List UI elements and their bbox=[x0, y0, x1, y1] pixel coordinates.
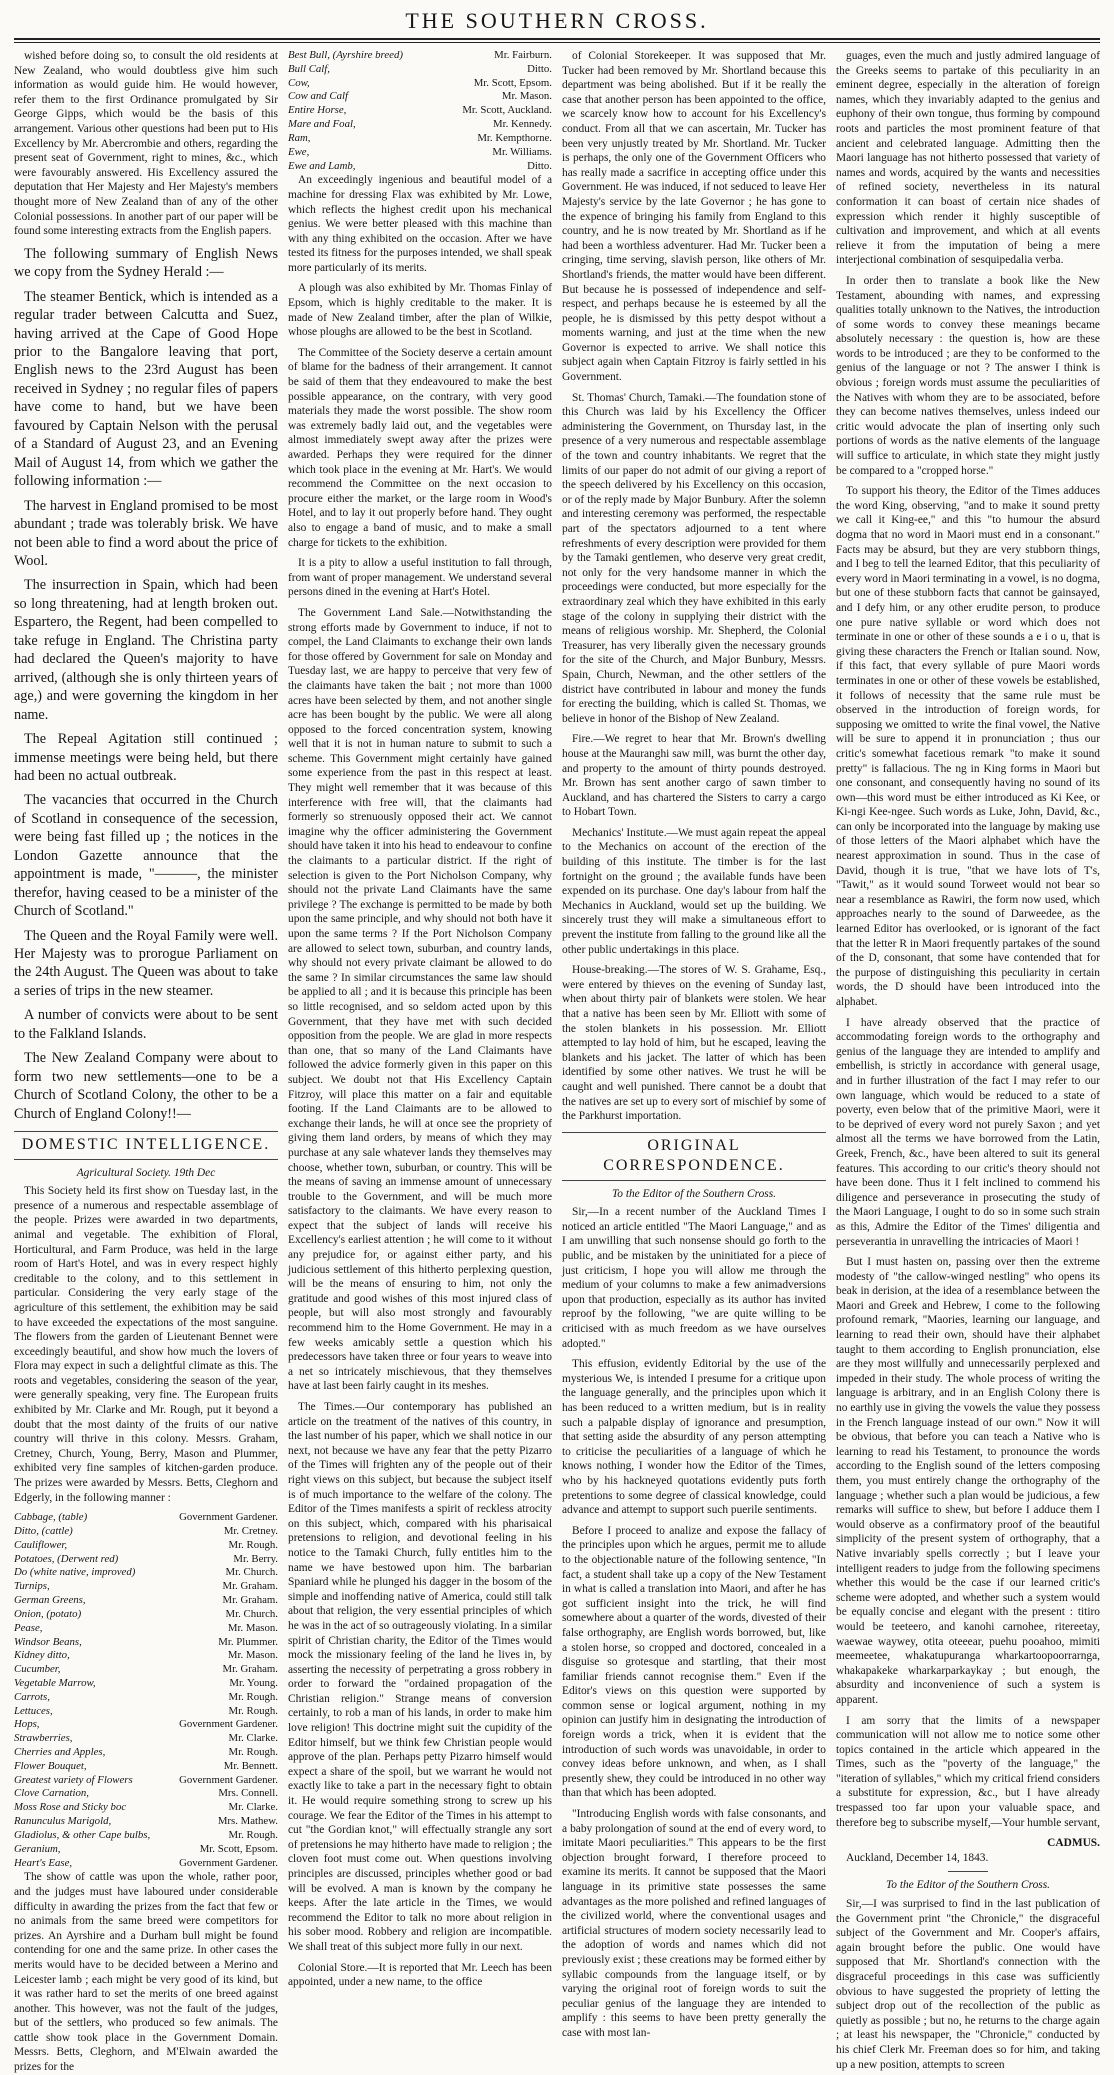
prize-winner: Mr. Graham. bbox=[222, 1663, 278, 1676]
prize-winner: Government Gardener. bbox=[179, 1773, 278, 1786]
letter-paragraph: In order then to translate a book like the New Testament, abounding with names, and expressing qualities totally unknown to the Natives, the introduction of some words to convey these meanings became absolutely necessary : the question is, how are these words to be introduced ; are they to be conformed to the genius of the language or not ? The answer I think is obvious ; foreign words must assume the peculiarities of the Natives with whom they are to be associated, before they can become natives themselves, unless indeed our critic would advocate the plan of inserting only such portions of words as the native elements of the language will suffice to articulate, in which state they might justly be compared to a "cropped horse." bbox=[836, 274, 1100, 477]
prize-item: Windsor Beans, bbox=[14, 1635, 82, 1648]
prize-winner: Mr. Rough. bbox=[228, 1828, 278, 1841]
column-4 bbox=[836, 49, 1100, 2071]
prize-row bbox=[14, 1539, 278, 1553]
prize-item: Ditto, (cattle) bbox=[14, 1525, 73, 1538]
article-paragraph: The Committee of the Society deserve a certain amount of blame for the badness of their arrangement. It cannot be said of them that they endeavoured to make the best possible appearance, on the contrary, with very good materials they made the worst possible. The show room was extremely badly laid out, and the vegetables were almost immediately swept away after the prizes were awarded. Perhaps they were required for the dinner which took place in the evening at Mr. Hart's. We would recommend the Committee on the next occasion to procure either the market, or the large room in Wood's Hotel, and to lay it out properly before hand. They ought also to engage a band of music, and to make a small charge for tickets to the exhibition. bbox=[288, 346, 552, 549]
prize-item: Pease, bbox=[14, 1621, 43, 1634]
prize-item: Ranunculus Marigold, bbox=[14, 1815, 112, 1828]
prize-row bbox=[14, 1566, 278, 1580]
prize-winner: Government Gardener. bbox=[179, 1511, 278, 1524]
prize-item: Cucumber, bbox=[14, 1663, 61, 1676]
prize-row bbox=[14, 1663, 278, 1677]
prize-row bbox=[14, 1649, 278, 1663]
article-paragraph: St. Thomas' Church, Tamaki.—The foundation stone of this Church was laid by his Excellency the Officer administering the Government, on Thursday last, in the presence of a very numerous and respectable assemblage of the town and country inhabitants. We regret that the limits of our paper do not admit of our giving a report of the speech delivered by his Excellency on this occasion, or of the reply made by Major Bunbury. After the solemn and interesting ceremony was performed, the respectable part of the spectators adjourned to a tent where refreshments of every description were provided for them by the Tamaki gentlemen, who deserve very great credit, not only for the very handsome manner in which the proceedings were conducted, but more especially for the extraordinary zeal which they have exhibited in this early stage of the colony in supplying their district with the means of religious worship. Mr. Shepherd, the Colonial Treasurer, has very liberally given the necessary grounds for the site of the Church, and Major Bunbury, Messrs. Spain, Church, Newman, and the other settlers of the district have contributed in labour and money the funds for erecting the building, which is called St. Thomas, we believe in honor of the Bishop of New Zealand. bbox=[562, 391, 826, 725]
news-paragraph: The steamer Bentick, which is intended as a regular trader between Calcutta and Suez, having arrived at the Cape of Good Hope prior to the Bangalore leaving that port, English news to the 23rd August has been received in Sydney ; no regular files of papers have come to hand, but we have been favoured by Captain Nelson with the perusal of a Standard of August 23, and an Evening Mail of August 14, from which we gather the following information :— bbox=[14, 288, 278, 490]
prize-row bbox=[14, 1843, 278, 1857]
prize-row bbox=[14, 1829, 278, 1843]
to-editor: To the Editor of the Southern Cross. bbox=[885, 1879, 1051, 1892]
prize-row bbox=[14, 1760, 278, 1774]
prize-item: Cherries and Apples, bbox=[14, 1746, 106, 1759]
article-paragraph: An exceedingly ingenious and beautiful model of a machine for dressing Flax was exhibited by Mr. Lowe, which reflects the highest credit upon his mechanical genius. We were better pleased with this machine than with any thing exhibited on the occasion. After we have tested its fitness for the purposes intended, we shall speak more particularly of its merits. bbox=[288, 174, 552, 274]
prize-item: Bull Calf, bbox=[288, 62, 330, 75]
prize-row bbox=[14, 1691, 278, 1705]
prize-winner: Mr. Church. bbox=[225, 1566, 278, 1579]
prize-list bbox=[14, 1511, 278, 1870]
news-paragraph: The New Zealand Company were about to form two new settlements—one to be a Church of Scotland Colony, the other to be a Church of England Colony!!— bbox=[14, 1050, 278, 1122]
prize-item: Ram, bbox=[288, 131, 311, 144]
prize-row bbox=[14, 1553, 278, 1567]
prize-item: Potatoes, (Derwent red) bbox=[14, 1552, 119, 1565]
prize-winner: Mr. Clarke. bbox=[228, 1732, 278, 1745]
prize-winner: Mr. Scott, Epsom. bbox=[473, 76, 552, 89]
prize-row bbox=[14, 1746, 278, 1760]
article-paragraph: Colonial Store.—It is reported that Mr. Leech has been appointed, under a new name, to the office bbox=[288, 1961, 552, 1989]
letter-paragraph: I am sorry that the limits of a newspaper communication will not allow me to notice some other topics contained in the article which appeared in the Times, such as the "poverty of the language," the "iteration of syllables," which my critical friend considers a substitute for expression, &c., but I have already trespassed too far upon your valuable space, and therefore beg to subscribe myself,—Your humble servant, bbox=[836, 1714, 1100, 1829]
prize-row bbox=[14, 1622, 278, 1636]
letter-paragraph: guages, even the much and justly admired language of the Greeks seems to partake of this peculiarity in an eminent degree, especially in the alteration of foreign names, which they invariably adapted to the genius and euphony of their own tongue, thus forming by compound roots and particles the most prominent feature of that ancient and celebrated language. Admitting then the Maori language has not hitherto possessed that variety of names and words, acquired by the wants and necessities of refined society, nevertheless in its natural conformation it can boast of certain nice shades of expression which render it highly susceptible of cultivation and improvement, and which at all events relieve it from the imputation of being a mere interjectional combination of sesquipedalia verba. bbox=[836, 50, 1100, 267]
prize-item: Cow, bbox=[288, 76, 310, 89]
letter-paragraph: This effusion, evidently Editorial by the use of the mysterious We, is intended I presume for a critique upon the language generally, and the principles upon which it has been reduced to a written medium, but is in reality such a palpable display of ignorance and presumption, that setting aside the absurdity of any person attempting to criticise the peculiarities of a language of which he knows nothing, I wonder how the Editor of the Times, who by his hackneyed quotations evidently puts forth pretentions to some degree of classical knowledge, could advance and attempt to support such puerile sentiments. bbox=[562, 1358, 826, 1517]
divider bbox=[948, 1871, 988, 1872]
article-paragraph: It is a pity to allow a useful institution to fall through, from want of proper management. We understand several persons dined in the evening at Hart's Hotel. bbox=[288, 557, 552, 599]
letter-paragraph: But I must hasten on, passing over then the extreme modesty of "the callow-winged nestling" who opens its beak in derision, at the idea of a resemblance between the Maori and Greek and Hebrew, I come to the following profound remark, "Maories, learning our language, and learning to read their own, should have their alphabet taught to them according to English pronunciation, else are they most willfully and unnecessarily perplexed and impeded in their study. The whole process of writing the language is arbitrary, and in an English Colony there is no earthly use in giving the vowels the value they possess in the French language instead of our own." Now it will be obvious, that before you can teach a Native who is learning to read his Testament, to pronounce the words according to the English sound of the letters composing them, you must entirely change the orthography of the language ; whether such a plan would be judicious, a few remarks will suffice to shew, but before I adduce them I would observe as a confirmatory proof of the beautiful simplicity of the present system of orthography, that a Native invariably spells correctly ; but I leave your intelligent readers to judge from the following specimens whether this would be the case if our learned critic's scheme were adopted, and whether such a system would be equally concise and elegant with the present : titiro would be teeteero, and kanohi carnohee, ritereetay, waewae waywey, otita oteeear, puehu pooahoo, mimiti meemeetee, whakatupuranga wharkartoopoorrarnga, whakapakeke wharkarparkaykay ; but enough, the absurdity and inconvenience of such a system is apparent. bbox=[836, 1256, 1100, 1706]
prize-item: Mare and Foal, bbox=[288, 118, 356, 131]
prize-item: German Greens, bbox=[14, 1594, 86, 1607]
news-paragraph: The vacancies that occurred in the Church of Scotland in consequence of the secession, were being fast filled up ; the notices in the London Gazette announce that the appointment is made, "———, the minister therefor, having ceased to be a minister of the Church of Scotland." bbox=[14, 792, 278, 920]
prize-winner: Mr. Williams. bbox=[492, 145, 552, 158]
prize-row bbox=[14, 1801, 278, 1815]
prize-item: Lettuces, bbox=[14, 1704, 53, 1717]
prize-item: Strawberries, bbox=[14, 1732, 73, 1745]
prize-row bbox=[14, 1732, 278, 1746]
prize-winner: Mr. Rough. bbox=[228, 1690, 278, 1703]
article-paragraph: The Times.—Our contemporary has published an article on the treatment of the natives of this country, in the last number of his paper, which we shall notice in our next, not because we have any fear that the petty Pizarro of the Times will frighten any of the people out of their right views on this subject, but because the subject itself is of much importance to the welfare of the colony. The Editor of the Times manifests a spirit of reckless atrocity on this subject, which, compared with his pharisaical pretensions to religion, and devotional feeling in his notice to the Tamaki Church, fully entitles him to the name we have bestowed upon him. The barbarian Spaniard while he plunged his dagger in the bosom of the simple and inoffending native of America, could still talk about that religion, the very essential principles of which he was in the act of so outrageously violating. In a similar spirit of Christian charity, the Editor of the Times would mock the missionary feeling of the land he lives in, by asserting the necessity of perpetrating a gross robbery in order to forward the "ordained propagation of the Christian religion." Strange means of conversion certainly, to rob a man of his lands, in order to make him love religion! This doctrine might suit the cupidity of the Editor himself, but we think few Christian people would approve of the plan. Perhaps petty Pizarro himself would expect a share of the spoil, but we warrant he would not exactly like to take a part in the necessary fight to obtain it. He would require something strong to screw up his courage. We fear the Editor of the Times in his attempt to cut "the Gordian knot," will effectually strangle any sort of pretensions he may hitherto have made to religion ; the cloven foot must come out. When questions involving principles are discussed, principles whether good or bad will be evolved. A man is known by the company he keeps. After the late article in the Times, we would recommend the Editor to talk no more about religion in his sober mood. Robbery and religion are incompatible. We shall treat of this subject more fully in our next. bbox=[288, 1401, 552, 1953]
prize-row bbox=[14, 1815, 278, 1829]
prize-row bbox=[14, 1787, 278, 1801]
prize-item: Entire Horse, bbox=[288, 104, 347, 117]
prize-item: Cauliflower, bbox=[14, 1538, 68, 1551]
prize-item: Turnips, bbox=[14, 1580, 50, 1593]
prize-item: Best Bull, (Ayrshire breed) bbox=[288, 49, 403, 61]
letter-paragraph: I have already observed that the practice of accommodating foreign words to the orthography and genius of the language they are intended to amplify and embellish, is strictly in accordance with general usage, and in further illustration of the fact I may refer to our own language, which would be reduced to a state of poverty, even below that of the primitive Maori, were it to be deprived of every word not purely Saxon ; and yet almost all the terms we have borrowed from the Latin, Greek, French, &c., have been altered to suit its general features. This according to our critic's theory should not have been done. Thus it I felt inclined to commend his diligence and perseverance in prosecuting the study of the Maori Language, I ought to do so in some such strain as this, Admire the Editor of the Times' diligentia and perseverantia in unravelling the intricacies of Maori ! bbox=[836, 1016, 1100, 1248]
article-paragraph: A plough was also exhibited by Mr. Thomas Finlay of Epsom, which is highly creditable to the maker. It is made of New Zealand timber, after the plan of Wilkie, whose ploughs are allowed to be the best in Scotland. bbox=[288, 282, 552, 339]
prize-item: Geranium, bbox=[14, 1842, 61, 1855]
prize-row bbox=[14, 1705, 278, 1719]
prize-row bbox=[288, 118, 552, 132]
prize-winner: Mr. Clarke. bbox=[228, 1801, 278, 1814]
prize-winner: Mr. Plummer. bbox=[218, 1635, 278, 1648]
prize-winner: Mr. Bennett. bbox=[223, 1759, 278, 1772]
prize-item: Heart's Ease, bbox=[14, 1856, 73, 1869]
prize-winner: Mr. Mason. bbox=[227, 1649, 278, 1662]
prize-item: Carrots, bbox=[14, 1690, 50, 1703]
prize-row bbox=[14, 1511, 278, 1525]
section-heading-domestic: DOMESTIC INTELLIGENCE. bbox=[14, 1131, 278, 1159]
prize-item: Cow and Calf bbox=[288, 90, 348, 103]
prize-row bbox=[288, 77, 552, 91]
prize-winner: Ditto. bbox=[527, 62, 552, 75]
prize-row bbox=[288, 104, 552, 118]
prize-item: Greatest variety of Flowers bbox=[14, 1773, 133, 1786]
prize-item: Onion, (potato) bbox=[14, 1607, 82, 1620]
prize-winner: Mr. Kennedy. bbox=[493, 118, 552, 131]
news-paragraph: A number of convicts were about to be sent to the Falkland Islands. bbox=[14, 1007, 278, 1042]
prize-item: Do (white native, improved) bbox=[14, 1566, 136, 1579]
prize-winner: Mr. Kempthorne. bbox=[477, 131, 552, 144]
news-paragraph: The insurrection in Spain, which had been so long threatening, had at length broken out. Espartero, the Regent, had been compelled to take refuge in England. The Christina party had declared the Queen's majority to have arrived, (although she is only thirteen years of age,) and were governing the kingdom in her name. bbox=[14, 577, 278, 723]
prize-row bbox=[288, 90, 552, 104]
column-3 bbox=[562, 49, 826, 2039]
cattle-paragraph: The show of cattle was upon the whole, rather poor, and the judges must have laboured under considerable difficulty in awarding the prizes from the fact that few or no animals from the same breed were competitors for prizes. An Ayrshire and a Durham bull might be found contending for one and the same prize. In other cases the merits would have to be decided between a Merino and Leicester lamb ; each might be very good of its kind, but it was rather hard to set the merits of one breed against another. This however, was not the fault of the judges, but of the settlers, who produced so few animals. The cattle show took place in the Government Domain. Messrs. Betts, Cleghorn, and M'Elwain awarded the prizes for the bbox=[14, 1871, 278, 2074]
news-paragraph: The Repeal Agitation still continued ; immense meetings were being held, but there had been no actual outbreak. bbox=[14, 731, 278, 784]
letter-paragraph: Before I proceed to analize and expose the fallacy of the principles upon which he argues, permit me to allude to the objectionable nature of the following sentence, "In fact, a student shall take up a copy of the New Testament in what is called a translation into Maori, and after he has got sufficient insight into the trick, he will find somewhere about a quarter of the words, divested of their false orthography, are English words borrowed, but, like a stolen horse, so cropped and doctored, concealed in a disguise so grotesque and startling, that their most familiar friends cannot recognise them." Even if the Editor's views on this question were supported by common sense or logical argument, nothing in my opinion can justify him in designating the introduction of foreign words a trick, when it is evident that the introduction of such words was unavoidable, in order to convey ideas before unknown, and when, as I shall presently shew, they could be introduced in no other way than that which has been adopted. bbox=[562, 1524, 826, 1800]
prize-row bbox=[288, 49, 552, 63]
prize-item: Ewe and Lamb, bbox=[288, 159, 356, 172]
prize-row bbox=[14, 1774, 278, 1788]
masthead-rule bbox=[14, 38, 1100, 43]
prize-item: Cabbage, (table) bbox=[14, 1511, 88, 1524]
prize-row bbox=[14, 1525, 278, 1539]
letter-paragraph: To support his theory, the Editor of the Times adduces the word King, observing, "and to make it sound pretty we call it King-ee," and this "to humour the absurd dogma that no word in Maori must end in a consonant." Facts may be absurd, but they are very stubborn things, and I beg to tell the learned Editor, that this peculiarity of every word in Maori terminating in a vowel, is no dogma, but one of these stubborn facts that cannot be gainsayed, and I defy him, or any other erudite person, to produce one pure native syllable or word which does not terminate in one or other of these sounds a e i o u, that is giving these characters the French or Italian sound. Now, if this fact, that every syllable of pure Maori words terminates in one or other of these vowels be established, it follows of necessity that the same rule must be observed in the introduction of foreign words, for supposing we omitted to write the final vowel, the Native will be sure to append it in pronunciation ; thus our critic's somewhat facetious remark "to make it sound pretty" is fallacious. The ng in King forms in Maori but one consonant, and consequently having no sound of its own—this word must be either introduced as Ki Kee, or Ki-ngi Kee-ngee. Such words as Luke, John, David, &c., can only be incorporated into the language by making use of those letters of the Maori alphabet which have the nearest approximation in sound. Thus in the case of David, though it is true, "that we have lots of T's, "Tawit," as it would sound Torweet would not bear so near a resemblance as Rawiri, the form now used, which approaches nearly to the sound of Darweedee, as the learned Editor has overlooked, or is ignorant of the fact that the letter R in Maori frequently partakes of the sound of the D, consonant, that some have contended that for the purpose of distinguishing this peculiarity in certain words, the D should have been introduced into the alphabet. bbox=[836, 485, 1100, 1008]
letter-paragraph: Sir,—In a recent number of the Auckland Times I noticed an article entitled "The Maori Language," and as I am unwilling that such nonsense should go forth to the public, and be mistaken by the uninitiated for a piece of just criticism, I hope you will allow me through the medium of your columns to make a few animadversions upon that production, especially as its author has invited reproof by the following, "we are quite willing to be criticised with as much freedom as we have ourselves adopted." bbox=[562, 1206, 826, 1350]
to-editor: To the Editor of the Southern Cross. bbox=[611, 1187, 777, 1200]
article-paragraph: House-breaking.—The stores of W. S. Grahame, Esq., were entered by thieves on the evening of Sunday last, when about thirty pair of blankets were stolen. We hear that a native has been seen by Mr. Elliott with some of the stolen blankets in his possession. Mr. Elliott attempted to lay hold of him, but he escaped, leaving the blankets and his jacket. The latter of which has been identified by some other natives. We trust he will be caught and well punished. There cannot be a doubt that the natives are set up to every sort of mischief by some of the Parkhurst importation. bbox=[562, 964, 826, 1123]
intro-paragraph: wished before doing so, to consult the old residents at New Zealand, who would doubtless give him such information as would guide him. He would however, refer them to the first Ordinance promulgated by Sir George Gipps, which would be the basis of this arrangement. Various other questions had been put to His Excellency by Mr. Abercrombie and others, regarding the present seat of Government, right to mines, &c., which were favourably answered. His Excellency assured the deputation that Her Majesty and Her Majesty's members thought more of New Zealand than of any of the other Colonial possessions. In another part of our paper will be found some interesting extracts from the English papers. bbox=[14, 50, 278, 238]
prize-winner: Mr. Berry. bbox=[233, 1552, 278, 1565]
prize-row bbox=[14, 1677, 278, 1691]
prize-row bbox=[14, 1580, 278, 1594]
prize-item: Clove Carnation, bbox=[14, 1787, 89, 1800]
section-heading-correspondence: ORIGINAL CORRESPONDENCE. bbox=[562, 1132, 826, 1181]
letter-paragraph: "Introducing English words with false consonants, and a baby prolongation of sound at the end of every word, to imitate Maori peculiarities." This appears to be the first objection brought forward, I therefore proceed to examine its merits. It cannot be supposed that the Maori language in its primitive state possesses the same advantages as the more polished and refined languages of the civilized world, where the conventional usages and artificial structures of modern society necessarily lead to the adoption of words and names which did not previously exist ; these creations may be formed either by syllabic compounds from the language itself, or by varying the original root of foreign words to suit the peculiar genius of the language they are intended to amplify : this seems to have been pretty generally the case with most lan- bbox=[562, 1808, 826, 2039]
prize-winner: Mr. Church. bbox=[225, 1607, 278, 1620]
news-paragraph: The following summary of English News we copy from the Sydney Herald :— bbox=[14, 245, 278, 281]
prize-row bbox=[288, 146, 552, 160]
column-1 bbox=[14, 49, 278, 2074]
prize-winner: Mr. Fairburn. bbox=[494, 49, 552, 61]
prize-item: Moss Rose and Sticky boc bbox=[14, 1801, 127, 1814]
prize-winner: Mr. Mason. bbox=[227, 1621, 278, 1634]
prize-row bbox=[14, 1594, 278, 1608]
news-paragraph: The harvest in England promised to be most abundant ; trade was tolerably brisk. We have not been able to find a word about the price of Wool. bbox=[14, 497, 278, 569]
prize-winner: Ditto. bbox=[527, 159, 552, 172]
prize-winner: Mrs. Connell. bbox=[218, 1787, 278, 1800]
prize-item: Kidney ditto, bbox=[14, 1649, 70, 1662]
masthead-title: THE SOUTHERN CROSS. bbox=[405, 8, 709, 33]
news-paragraph: The Queen and the Royal Family were well. Her Majesty was to prorogue Parliament on the 24th August. The Queen was about to take a series of trips in the new steamer. bbox=[14, 927, 278, 999]
agri-title: Agricultural Society. 19th Dec bbox=[76, 1166, 216, 1179]
prize-winner: Government Gardener. bbox=[179, 1718, 278, 1731]
letter-paragraph: Sir,—I was surprised to find in the last publication of the Government print "the Chronicle," the disgraceful subject of the Government and Mr. Cooper's affairs, again brought before the public. One would have supposed that Mr. Shortland's connection with the disgraceful proceedings in this case was sufficiently obvious to have suggested the propriety of letting the subject drop out of the recollection of the public as quietly as possible ; but no, he returns to the charge again ; at least his newspaper, the "Chronicle," conducted by his chief Clerk Mr. Freeman does so for him, and taking up a new position, attempts to screen bbox=[836, 1898, 1100, 2071]
prize-winner: Mr. Cretney. bbox=[223, 1525, 278, 1538]
prize-row bbox=[14, 1718, 278, 1732]
article-paragraph: Mechanics' Institute.—We must again repeat the appeal to the Mechanics on account of the erection of the building of this institute. The timber is for the last fortnight on the ground ; the available funds have been expended on its purchase. One day's labour from half the Mechanics in Auckland, would set up the building. We sincerely trust they will make a simultaneous effort to prevent the institute from falling to the ground like all the other public undertakings in this place. bbox=[562, 826, 826, 956]
prize-item: Vegetable Marrow, bbox=[14, 1676, 96, 1689]
prize-item: Gladiolus, & other Cape bulbs, bbox=[14, 1828, 151, 1841]
columns bbox=[14, 49, 1100, 2074]
prize-winner: Mr. Rough. bbox=[228, 1746, 278, 1759]
article-paragraph: Fire.—We regret to hear that Mr. Brown's dwelling house at the Mauranghi saw mill, was burnt the other day, and property to the amount of thirty pounds destroyed. Mr. Brown has sent another cargo of sawn timber to Auckland, and has chartered the Sisters to carry a cargo to Hobart Town. bbox=[562, 733, 826, 819]
prize-item: Hops, bbox=[14, 1718, 40, 1731]
dateline: Auckland, December 14, 1843. bbox=[846, 1851, 989, 1864]
prize-row bbox=[288, 132, 552, 146]
prize-row bbox=[288, 160, 552, 174]
prize-item: Ewe, bbox=[288, 145, 310, 158]
article-paragraph: The Government Land Sale.—Notwithstanding the strong efforts made by Government to induce, if not to compel, the Land Claimants to exchange their own lands for those offered by Government for sale on Monday and Tuesday last, we are happy to perceive that very few of the claimants have taken the bait ; not more than 1000 acres have been selected by them, and not another single acre has been bought by the public. We were all along opposed to the forced concentration system, knowing well that it is not in human nature to submit to such a scheme. This Government might certainly have gained some experience from the past in this respect at least. They might well remember that it was because of this interference with free will, that the claimants had formerly so strenuously opposed their act. We cannot imagine why the officer administering the Government should have taken it into his head to endeavour to confine the claimants to a particular district. If the right of selection is given to the Port Nicholson Company, why should not the private Land Claimants have the same privilege ? The exchange is permitted to be made by both upon the same principle, and why should not both have it upon the same terms ? If the Port Nicholson Company are allowed to select town, suburban, and country lands, why should not every private claimant be allowed to do the same ? In similar circumstances the same law should be applied to all ; and it is because this principle has been so little recognised, and so seldom acted upon by this Government, that they have met with such decided opposition from the people. We are glad in more respects than one, that so many of the Land Claimants have followed the advice formerly given in this paper on this subject. We doubt not that His Excellency Captain Fitzroy, will place this matter on a fair and equitable footing. If the Land Claimants are to be allowed to exchange their lands, he will at once see the propriety of giving them land orders, by means of which they may purchase at any sale whatever lands they themselves may choose, whether town, suburban, or country. This will be the means of saving an immense amount of unnecessary trouble to the Government, and will be much more satisfactory to the claimants. We have every reason to expect that the subject of lands will receive his Excellency's earliest attention ; he will come to it without any prejudice for, or against either party, and his judicious settlement of this hitherto perplexing question, will be the means of ensuring to him, not only the gratitude and good wishes of this most injured class of people, but will also most strongly and favourably recommend him to the Home Government. He may in a few weeks amicably settle a question which his predecessors have taken three or four years to weave into a net so intricately mischievous, that they themselves have at last been fairly caught in its meshes. bbox=[288, 606, 552, 1393]
agri-paragraph: This Society held its first show on Tuesday last, in the presence of a numerous and respectable assemblage of the people. Prizes were awarded in two departments, animal and vegetable. The exhibition of Floral, Horticultural, and Farm Produce, was held in the large room of Hart's Hotel, and was in every respect highly creditable to the colony, and to this settlement in particular. Considering the very early stage of the agriculture of this settlement, the exhibition may be said to have exceeded the expectations of the most sanguine. The flowers from the garden of Lieutenant Bennet were exceedingly beautiful, and show how much the lovers of Flora may expect in such a delightful climate as this. The roots and vegetables, considering the season of the year, were generally speaking, very fine. The European fruits exhibited by Mr. Clarke and Mr. Rough, put it beyond a doubt that the most dainty of the fruits of our native country will thrive in this colony. Messrs. Graham, Cretney, Church, Young, Berry, Mason and Plummer, exhibited very fine samples of kitchen-garden produce. The prizes were awarded by Messrs. Betts, Cleghorn and Edgerly, in the following manner : bbox=[14, 1185, 278, 1504]
prize-winner: Mr. Young. bbox=[229, 1676, 278, 1689]
prize-winner: Mr. Rough. bbox=[228, 1538, 278, 1551]
prize-item: Flower Bouquet, bbox=[14, 1759, 87, 1772]
prize-winner: Mr. Rough. bbox=[228, 1704, 278, 1717]
prize-winner: Mr. Scott, Epsom. bbox=[199, 1842, 278, 1855]
prize-row bbox=[288, 63, 552, 77]
prize-winner: Government Gardener. bbox=[179, 1856, 278, 1869]
prize-row bbox=[14, 1608, 278, 1622]
signature: CADMUS. bbox=[1047, 1837, 1100, 1850]
prize-winner: Mrs. Mathew. bbox=[217, 1815, 278, 1828]
prize-winner: Mr. Graham. bbox=[222, 1594, 278, 1607]
prize-row bbox=[14, 1636, 278, 1650]
column-2 bbox=[288, 49, 552, 1989]
prize-row bbox=[14, 1857, 278, 1871]
article-paragraph: of Colonial Storekeeper. It was supposed that Mr. Tucker had been removed by Mr. Shortland because this department was being abolished. But if it be really the case that another person has been appointed to the office, we scarcely know how to account for his Excellency's conduct. From all that we can ascertain, Mr. Tucker has been very unjustly treated by Mr. Shortland. Mr. Tucker is perhaps, the only one of the Government Officers who has really made a sacrifice in accepting office under this Government. He was induced, if not seduced to leave Her Majesty's service by the late Governor ; he has gone to the expence of bringing his family from England to this country, and he is now treated by Mr. Shortland as if he had been a worthless adventurer. Had Mr. Tucker been a cringing, time serving, slavish person, like others of Mr. Shortland's friends, the matter would have been different. But because he is possessed of independence and self-respect, and perhaps because he is esteemed by all the people, he is dismissed by this petty despot without a moments warning, and just at the time when the new Governor is expected to arrive. We shall notice this subject again when Captain Fitzroy is fairly settled in his Government. bbox=[562, 50, 826, 384]
prize-winner: Mr. Scott, Auckland. bbox=[462, 104, 552, 117]
prize-winner: Mr. Mason. bbox=[501, 90, 552, 103]
prize-list bbox=[288, 49, 552, 173]
prize-winner: Mr. Graham. bbox=[222, 1580, 278, 1593]
